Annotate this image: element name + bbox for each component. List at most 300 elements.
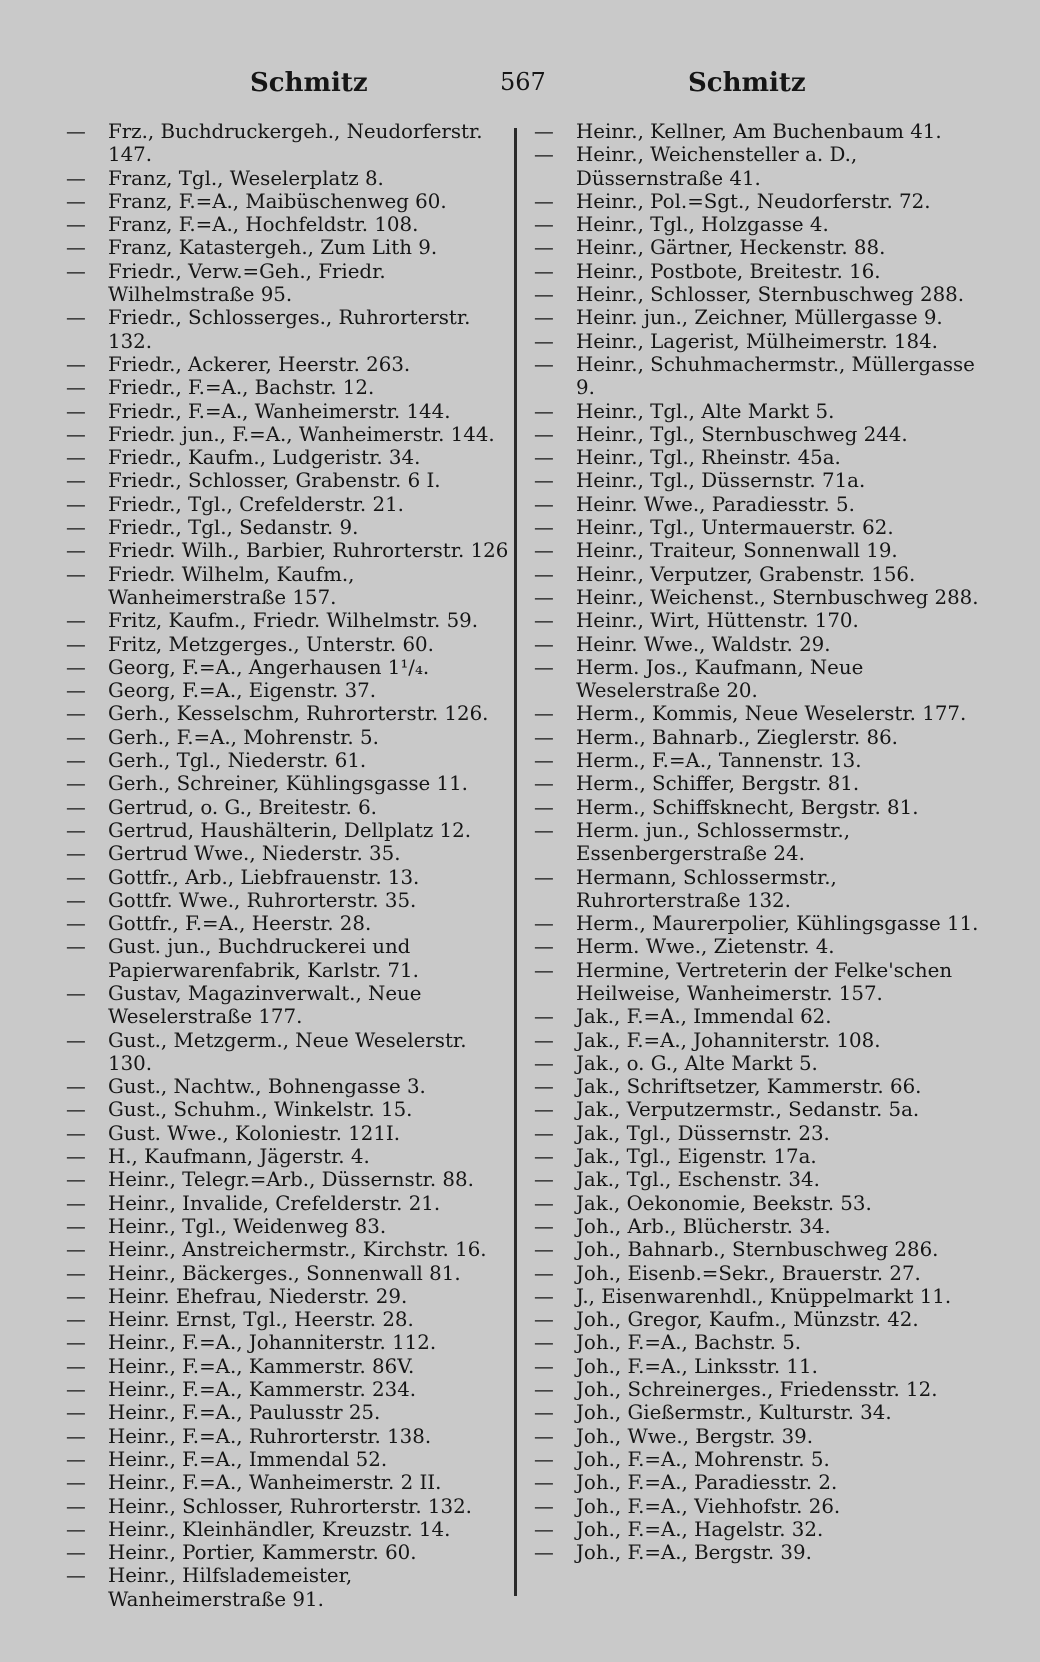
- entry-dash: —: [534, 236, 554, 260]
- entry-text: Heinr., Portier, Kammerstr. 60.: [108, 1541, 417, 1565]
- entry-text: Frz., Buchdruckergeh., Neudorferstr. 147.: [108, 120, 483, 167]
- entry-text: Heinr., Lagerist, Mülheimerstr. 184.: [576, 329, 938, 353]
- directory-entry: [534, 516, 986, 539]
- directory-entry: [534, 1262, 986, 1285]
- entry-dash: —: [534, 469, 554, 493]
- directory-entry: [66, 306, 514, 353]
- entry-dash: —: [66, 1145, 86, 1169]
- entry-text: Heinr., Tgl., Holzgasse 4.: [576, 213, 829, 237]
- entry-text: Herm., F.=A., Tannenstr. 13.: [576, 749, 862, 773]
- entry-dash: —: [534, 516, 554, 540]
- directory-entry: [534, 190, 986, 213]
- directory-entry: [534, 586, 986, 609]
- entry-dash: —: [66, 306, 86, 330]
- directory-entry: [66, 516, 514, 539]
- entry-dash: —: [534, 422, 554, 446]
- entry-text: Fritz, Metzgerges., Unterstr. 60.: [108, 632, 434, 656]
- entry-dash: —: [534, 958, 554, 982]
- page-number: 567: [500, 68, 546, 96]
- entry-dash: —: [66, 1331, 86, 1355]
- entry-dash: —: [66, 912, 86, 936]
- entry-text: Heinr., Verputzer, Grabenstr. 156.: [576, 562, 916, 586]
- directory-entry: [534, 796, 986, 819]
- entry-text: Jak., Schriftsetzer, Kammerstr. 66.: [576, 1075, 922, 1099]
- entry-dash: —: [534, 1238, 554, 1262]
- entry-dash: —: [66, 1308, 86, 1332]
- directory-entry: [534, 1401, 986, 1424]
- entry-text: Heinr., F.=A., Wanheimerstr. 2 II.: [108, 1471, 442, 1495]
- directory-entry: [66, 1448, 514, 1471]
- entry-text: Heinr., Telegr.=Arb., Düssernstr. 88.: [108, 1168, 474, 1192]
- directory-entry: [66, 609, 514, 632]
- directory-entry: [534, 563, 986, 586]
- directory-entry: [534, 283, 986, 306]
- entry-dash: —: [66, 935, 86, 959]
- directory-entry: [534, 1122, 986, 1145]
- entry-text: Jak., Tgl., Eigenstr. 17a.: [576, 1145, 817, 1169]
- directory-entry: [534, 1192, 986, 1215]
- entry-dash: —: [66, 725, 86, 749]
- entry-dash: —: [66, 749, 86, 773]
- entry-text: Gust., Nachtw., Bohnengasse 3.: [108, 1075, 426, 1099]
- directory-entry: [534, 959, 986, 1006]
- directory-entry: [66, 1471, 514, 1494]
- entry-text: Heinr., Pol.=Sgt., Neudorferstr. 72.: [576, 189, 931, 213]
- column-divider: [514, 128, 517, 1596]
- entry-dash: —: [534, 749, 554, 773]
- entry-text: Joh., Schreinerges., Friedensstr. 12.: [576, 1378, 938, 1402]
- entry-text: Gertrud, Haushälterin, Dellplatz 12.: [108, 818, 472, 842]
- directory-entry: [534, 1471, 986, 1494]
- directory-entry: [66, 353, 514, 376]
- directory-entry: [66, 469, 514, 492]
- directory-entry: [534, 866, 986, 913]
- entry-dash: —: [66, 1378, 86, 1402]
- directory-entry: [534, 213, 986, 236]
- entry-dash: —: [66, 1028, 86, 1052]
- entry-dash: —: [534, 446, 554, 470]
- directory-entry: [534, 1005, 986, 1028]
- entry-text: Heinr., F.=A., Johanniterstr. 112.: [108, 1331, 437, 1355]
- entry-text: Herm. Wwe., Zietenstr. 4.: [576, 935, 835, 959]
- directory-entry: [66, 1192, 514, 1215]
- entry-dash: —: [66, 632, 86, 656]
- directory-entry: [534, 1518, 986, 1541]
- entry-text: Friedr. jun., F.=A., Wanheimerstr. 144.: [108, 422, 495, 446]
- entry-dash: —: [534, 1098, 554, 1122]
- right-column: [534, 120, 986, 1564]
- entry-dash: —: [66, 981, 86, 1005]
- entry-text: Heinr., Invalide, Crefelderstr. 21.: [108, 1191, 441, 1215]
- entry-dash: —: [534, 283, 554, 307]
- entry-text: Gertrud Wwe., Niederstr. 35.: [108, 842, 401, 866]
- entry-text: Gerh., Tgl., Niederstr. 61.: [108, 749, 367, 773]
- entry-text: Herm., Bahnarb., Zieglerstr. 86.: [576, 725, 898, 749]
- directory-entry: [66, 1495, 514, 1518]
- entry-dash: —: [534, 1121, 554, 1145]
- entry-text: Heinr., F.=A., Paulusstr 25.: [108, 1401, 381, 1425]
- directory-entry: [534, 1238, 986, 1261]
- entry-text: Gottfr., Arb., Liebfrauenstr. 13.: [108, 865, 420, 889]
- entry-dash: —: [534, 399, 554, 423]
- directory-entry: [534, 1495, 986, 1518]
- entry-text: Gust. jun., Buchdruckerei und Papierwarenfabrik, Karlstr. 71.: [108, 935, 419, 982]
- entry-text: Heinr., Traiteur, Sonnenwall 19.: [576, 539, 898, 563]
- entry-dash: —: [66, 1447, 86, 1471]
- entry-text: Friedr., Kaufm., Ludgeristr. 34.: [108, 446, 421, 470]
- entry-dash: —: [534, 1145, 554, 1169]
- entry-dash: —: [66, 1121, 86, 1145]
- directory-entry: [66, 1401, 514, 1424]
- directory-entry: [66, 1564, 514, 1611]
- entry-text: Heinr., Schlosser, Sternbuschweg 288.: [576, 283, 965, 307]
- directory-entry: [534, 1052, 986, 1075]
- directory-entry: [66, 376, 514, 399]
- entry-dash: —: [66, 865, 86, 889]
- entry-text: Friedr. Wilhelm, Kaufm., Wanheimerstraße 157.: [108, 562, 355, 609]
- directory-entry: [534, 1355, 986, 1378]
- entry-dash: —: [534, 189, 554, 213]
- entry-text: Gerh., F.=A., Mohrenstr. 5.: [108, 725, 379, 749]
- directory-entry: [66, 1075, 514, 1098]
- directory-entry: [66, 1285, 514, 1308]
- entry-text: Heinr. Ernst, Tgl., Heerstr. 28.: [108, 1308, 414, 1332]
- directory-entry: [66, 1378, 514, 1401]
- directory-entry: [66, 120, 514, 167]
- entry-text: Heinr., Wirt, Hüttenstr. 170.: [576, 609, 859, 633]
- entry-text: Joh., F.=A., Linksstr. 11.: [576, 1354, 818, 1378]
- directory-entry: [534, 749, 986, 772]
- directory-entry: [66, 167, 514, 190]
- entry-dash: —: [66, 1075, 86, 1099]
- entry-text: Gottfr., F.=A., Heerstr. 28.: [108, 912, 372, 936]
- entry-text: Gottfr. Wwe., Ruhrorterstr. 35.: [108, 888, 417, 912]
- entry-dash: —: [66, 189, 86, 213]
- entry-dash: —: [534, 865, 554, 889]
- entry-dash: —: [66, 236, 86, 260]
- directory-entry: [534, 772, 986, 795]
- entry-text: Gust., Schuhm., Winkelstr. 15.: [108, 1098, 413, 1122]
- entry-text: Franz, F.=A., Maibüschenweg 60.: [108, 189, 447, 213]
- entry-text: Joh., Arb., Blücherstr. 34.: [576, 1214, 831, 1238]
- directory-entry: [534, 236, 986, 259]
- directory-entry: [66, 842, 514, 865]
- entry-text: Franz, F.=A., Hochfeldstr. 108.: [108, 213, 419, 237]
- entry-text: Joh., F.=A., Mohrenstr. 5.: [576, 1447, 830, 1471]
- entry-text: Joh., F.=A., Bachstr. 5.: [576, 1331, 802, 1355]
- entry-text: Heinr., Schuhmachermstr., Müllergasse 9.: [576, 352, 975, 400]
- directory-entry: [66, 912, 514, 935]
- entry-dash: —: [66, 888, 86, 912]
- directory-entry: [66, 1355, 514, 1378]
- entry-dash: —: [66, 818, 86, 842]
- entry-dash: —: [534, 1424, 554, 1448]
- entry-dash: —: [534, 1191, 554, 1215]
- entry-dash: —: [66, 562, 86, 586]
- entry-text: Friedr., Schlosserges., Ruhrorterstr. 132.: [108, 306, 471, 353]
- entry-text: Friedr., Ackerer, Heerstr. 263.: [108, 352, 411, 376]
- page-header: [0, 68, 1040, 108]
- entry-text: Joh., Gießermstr., Kulturstr. 34.: [576, 1401, 892, 1425]
- entry-dash: —: [534, 259, 554, 283]
- directory-entry: [66, 935, 514, 982]
- entry-text: Joh., F.=A., Paradiesstr. 2.: [576, 1471, 838, 1495]
- directory-entry: [534, 1425, 986, 1448]
- entry-dash: —: [66, 376, 86, 400]
- entry-dash: —: [534, 143, 554, 167]
- directory-entry: [534, 1215, 986, 1238]
- directory-entry: [66, 1308, 514, 1331]
- entry-dash: —: [66, 1471, 86, 1495]
- directory-entry: [66, 400, 514, 423]
- entry-dash: —: [534, 329, 554, 353]
- entry-text: Heinr., Gärtner, Heckenstr. 88.: [576, 236, 886, 260]
- directory-entry: [66, 656, 514, 679]
- entry-text: Heinr. Wwe., Waldstr. 29.: [576, 632, 831, 656]
- directory-entry: [534, 353, 986, 400]
- entry-text: Joh., Eisenb.=Sekr., Brauerstr. 27.: [576, 1261, 921, 1285]
- entry-text: Heinr., Hilfslademeister, Wanheimerstraße 91.: [108, 1564, 353, 1611]
- directory-entry: [66, 1262, 514, 1285]
- directory-entry: [534, 1098, 986, 1121]
- entry-text: Heinr., Weichenst., Sternbuschweg 288.: [576, 585, 979, 609]
- entry-dash: —: [66, 1284, 86, 1308]
- entry-dash: —: [66, 120, 86, 143]
- directory-entry: [66, 213, 514, 236]
- entry-text: Heinr., Bäckerges., Sonnenwall 81.: [108, 1261, 461, 1285]
- entry-dash: —: [66, 399, 86, 423]
- entry-text: Heinr., Postbote, Breitestr. 16.: [576, 259, 881, 283]
- directory-entry: [534, 1331, 986, 1354]
- directory-entry: [534, 609, 986, 632]
- directory-entry: [66, 1029, 514, 1076]
- entry-text: Joh., F.=A., Hagelstr. 32.: [576, 1517, 824, 1541]
- entry-dash: —: [66, 446, 86, 470]
- entry-text: Heinr. Wwe., Paradiesstr. 5.: [576, 492, 855, 516]
- entry-dash: —: [534, 539, 554, 563]
- entry-text: Jak., Verputzermstr., Sedanstr. 5a.: [576, 1098, 920, 1122]
- running-head-right: Schmitz: [688, 68, 806, 98]
- directory-entry: [66, 749, 514, 772]
- directory-entry: [66, 866, 514, 889]
- directory-entry: [534, 1285, 986, 1308]
- entry-dash: —: [534, 1075, 554, 1099]
- running-head-left: Schmitz: [250, 68, 368, 98]
- directory-entry: [534, 423, 986, 446]
- directory-entry: [534, 469, 986, 492]
- entry-text: Heinr., Anstreichermstr., Kirchstr. 16.: [108, 1238, 487, 1262]
- entry-text: Joh., F.=A., Bergstr. 39.: [576, 1541, 812, 1565]
- entry-text: Friedr., Schlosser, Grabenstr. 6 I.: [108, 469, 441, 493]
- entry-dash: —: [66, 1424, 86, 1448]
- entry-dash: —: [534, 1308, 554, 1332]
- entry-dash: —: [534, 213, 554, 237]
- entry-dash: —: [66, 1214, 86, 1238]
- directory-entry: [66, 563, 514, 610]
- entry-dash: —: [66, 166, 86, 190]
- entry-dash: —: [534, 1354, 554, 1378]
- directory-entry: [534, 446, 986, 469]
- entry-dash: —: [66, 772, 86, 796]
- directory-entry: [534, 143, 986, 190]
- directory-entry: [534, 1448, 986, 1471]
- entry-dash: —: [66, 492, 86, 516]
- directory-entry: [534, 1541, 986, 1564]
- directory-entry: [66, 260, 514, 307]
- entry-text: Herm., Schiffer, Bergstr. 81.: [576, 772, 860, 796]
- entry-dash: —: [66, 1541, 86, 1565]
- entry-dash: —: [534, 912, 554, 936]
- entry-dash: —: [534, 562, 554, 586]
- entry-text: Heinr., Tgl., Rheinstr. 45a.: [576, 446, 841, 470]
- entry-dash: —: [534, 632, 554, 656]
- entry-dash: —: [66, 259, 86, 283]
- entry-text: Friedr., Tgl., Crefelderstr. 21.: [108, 492, 404, 516]
- directory-entry: [66, 702, 514, 725]
- entry-text: Franz, Katastergeh., Zum Lith 9.: [108, 236, 438, 260]
- entry-text: Heinr., F.=A., Ruhrorterstr. 138.: [108, 1424, 432, 1448]
- entry-text: Hermine, Vertreterin der Felke'schen Heilweise, Wanheimerstr. 157.: [576, 958, 953, 1005]
- entry-dash: —: [66, 795, 86, 819]
- entry-text: Heinr., Kleinhändler, Kreuzstr. 14.: [108, 1517, 451, 1541]
- entry-text: Jak., Tgl., Düssernstr. 23.: [576, 1121, 830, 1145]
- entry-dash: —: [534, 1541, 554, 1565]
- entry-text: Heinr., Tgl., Düssernstr. 71a.: [576, 469, 866, 493]
- entry-dash: —: [534, 1378, 554, 1402]
- entry-dash: —: [66, 1168, 86, 1192]
- entry-dash: —: [534, 1331, 554, 1355]
- entry-text: Fritz, Kaufm., Friedr. Wilhelmstr. 59.: [108, 609, 479, 633]
- entry-dash: —: [534, 1005, 554, 1029]
- entry-dash: —: [534, 1471, 554, 1495]
- entry-text: Heinr. Ehefrau, Niederstr. 29.: [108, 1284, 408, 1308]
- entry-text: Friedr., F.=A., Wanheimerstr. 144.: [108, 399, 451, 423]
- directory-entry: [534, 633, 986, 656]
- entry-text: Heinr., F.=A., Immendal 52.: [108, 1447, 388, 1471]
- entry-text: Gustav, Magazinverwalt., Neue Weselerstraße 177.: [108, 981, 422, 1029]
- entry-dash: —: [534, 1028, 554, 1052]
- entry-text: Heinr., Tgl., Alte Markt 5.: [576, 399, 835, 423]
- directory-entry: [66, 1331, 514, 1354]
- entry-text: Friedr., Verw.=Geh., Friedr. Wilhelmstraße 95.: [108, 259, 386, 307]
- directory-entry: [534, 1308, 986, 1331]
- entry-dash: —: [66, 1354, 86, 1378]
- entry-dash: —: [66, 1191, 86, 1215]
- entry-dash: —: [534, 818, 554, 842]
- directory-entry: [66, 446, 514, 469]
- entry-text: Heinr., F.=A., Kammerstr. 234.: [108, 1378, 417, 1402]
- directory-entry: [534, 493, 986, 516]
- entry-text: Gerh., Kesselschm, Ruhrorterstr. 126.: [108, 702, 489, 726]
- entry-text: Herm., Schiffsknecht, Bergstr. 81.: [576, 795, 919, 819]
- directory-entry: [534, 306, 986, 329]
- entry-text: Jak., Tgl., Eschenstr. 34.: [576, 1168, 820, 1192]
- entry-text: Heinr., F.=A., Kammerstr. 86V.: [108, 1354, 415, 1378]
- entry-dash: —: [66, 842, 86, 866]
- entry-text: H., Kaufmann, Jägerstr. 4.: [108, 1145, 370, 1169]
- entry-dash: —: [66, 1401, 86, 1425]
- entry-text: Friedr., F.=A., Bachstr. 12.: [108, 376, 375, 400]
- entry-dash: —: [534, 1517, 554, 1541]
- entry-dash: —: [66, 702, 86, 726]
- entry-text: Jak., F.=A., Johanniterstr. 108.: [576, 1028, 881, 1052]
- entry-dash: —: [66, 1494, 86, 1518]
- entry-text: Herm., Maurerpolier, Kühlingsgasse 11.: [576, 912, 979, 936]
- entry-text: Joh., F.=A., Viehhofstr. 26.: [576, 1494, 841, 1518]
- directory-entry: [534, 726, 986, 749]
- entry-text: Joh., Bahnarb., Sternbuschweg 286.: [576, 1238, 939, 1262]
- entry-dash: —: [66, 213, 86, 237]
- entry-dash: —: [534, 585, 554, 609]
- directory-entry: [66, 539, 514, 562]
- entry-text: Gust. Wwe., Koloniestr. 121I.: [108, 1121, 401, 1145]
- entry-text: Jak., Oekonomie, Beekstr. 53.: [576, 1191, 872, 1215]
- left-column: [66, 120, 514, 1611]
- directory-entry: [534, 1168, 986, 1191]
- entry-dash: —: [66, 609, 86, 633]
- entry-dash: —: [534, 120, 554, 143]
- entry-dash: —: [534, 1284, 554, 1308]
- entry-text: Heinr., Kellner, Am Buchenbaum 41.: [576, 120, 942, 143]
- entry-text: Jak., o. G., Alte Markt 5.: [576, 1051, 818, 1075]
- entry-text: Joh., Wwe., Bergstr. 39.: [576, 1424, 814, 1448]
- directory-entry: [534, 1145, 986, 1168]
- entry-dash: —: [66, 469, 86, 493]
- entry-dash: —: [534, 609, 554, 633]
- entry-text: Joh., Gregor, Kaufm., Münzstr. 42.: [576, 1308, 919, 1332]
- directory-entry: [66, 423, 514, 446]
- entry-text: Gust., Metzgerm., Neue Weselerstr. 130.: [108, 1028, 467, 1075]
- directory-entry: [66, 1098, 514, 1121]
- entry-text: Heinr., Tgl., Untermauerstr. 62.: [576, 516, 894, 540]
- directory-entry: [534, 702, 986, 725]
- entry-dash: —: [534, 795, 554, 819]
- directory-entry: [66, 1122, 514, 1145]
- entry-dash: —: [534, 772, 554, 796]
- entry-text: Herm. jun., Schlossermstr., Essenbergerstraße 24.: [576, 818, 851, 866]
- entry-text: Jak., F.=A., Immendal 62.: [576, 1005, 832, 1029]
- entry-dash: —: [534, 725, 554, 749]
- entry-text: Heinr., Tgl., Sternbuschweg 244.: [576, 422, 908, 446]
- entry-text: Georg, F.=A., Eigenstr. 37.: [108, 679, 377, 703]
- entry-text: Franz, Tgl., Weselerplatz 8.: [108, 166, 384, 190]
- entry-text: J., Eisenwarenhdl., Knüppelmarkt 11.: [576, 1284, 952, 1308]
- directory-entry: [534, 935, 986, 958]
- entry-text: Heinr., Tgl., Weidenweg 83.: [108, 1214, 387, 1238]
- entry-dash: —: [534, 1494, 554, 1518]
- entry-text: Heinr. jun., Zeichner, Müllergasse 9.: [576, 306, 943, 330]
- entry-dash: —: [66, 1098, 86, 1122]
- entry-dash: —: [534, 492, 554, 516]
- entry-dash: —: [534, 352, 554, 376]
- directory-entry: [66, 493, 514, 516]
- directory-entry: [534, 819, 986, 866]
- directory-entry: [66, 190, 514, 213]
- entry-text: Hermann, Schlossermstr., Ruhrorterstraße 132.: [576, 865, 837, 912]
- directory-entry: [66, 633, 514, 656]
- entry-dash: —: [66, 1517, 86, 1541]
- entry-text: Herm., Kommis, Neue Weselerstr. 177.: [576, 702, 967, 726]
- entry-dash: —: [66, 1261, 86, 1285]
- directory-entry: [66, 726, 514, 749]
- directory-entry: [534, 1029, 986, 1052]
- directory-entry: [66, 819, 514, 842]
- directory-entry: [534, 1075, 986, 1098]
- entry-text: Friedr. Wilh., Barbier, Ruhrorterstr. 126: [108, 539, 509, 563]
- entry-dash: —: [534, 935, 554, 959]
- entry-dash: —: [66, 1564, 86, 1588]
- directory-entry: [66, 1541, 514, 1564]
